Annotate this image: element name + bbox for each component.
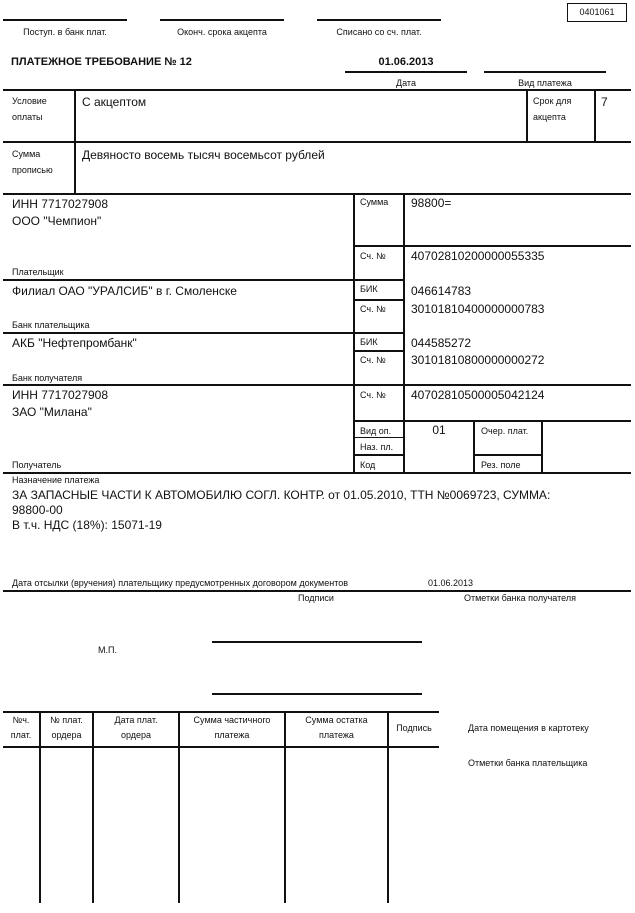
divider [3,332,405,334]
received-label: Поступ. в банк плат. [23,27,107,37]
divider [353,350,405,352]
payee-inn: ИНН 7717027908 [12,388,109,402]
payee-account-label: Сч. № [360,390,386,400]
signatures-label: Подписи [298,593,334,603]
documents-label: Дата отсылки (вручения) плательщику предусмотренных договором документов [12,578,349,588]
table-header-cell [94,714,178,741]
divider [541,420,543,472]
payee-bank-bik-value: 044585272 [411,336,472,350]
amount-words-value: Девяносто восемь тысяч восемьсот рублей [82,148,325,162]
purpose-code-label: Наз. пл. [360,442,394,452]
header-text: платежа [319,730,354,740]
divider [3,89,631,91]
divider [594,89,596,141]
payer-bank-bik-label: БИК [360,284,378,294]
payee-bank-label: Банк получателя [12,373,83,383]
purpose-line3: В т.ч. НДС (18%): 15071-19 [12,518,162,532]
payer-bank-account-value: 30101810400000000783 [411,302,545,316]
header-text: Сумма частичного [193,715,271,725]
terms-value: С акцептом [82,95,147,109]
header-text: платежа [214,730,250,740]
divider [3,193,631,195]
acceptance-term-value: 7 [601,95,608,109]
payee-bank-bik-label: БИК [360,337,378,347]
header-text: ордера [120,730,152,740]
terms-label-line2: оплаты [12,112,43,122]
divider [3,384,631,386]
terms-label [12,95,47,123]
form-code: 0401061 [567,3,627,22]
amount-words-label [12,148,53,176]
table-header-cell [180,714,284,741]
document-title: ПЛАТЕЖНОЕ ТРЕБОВАНИЕ № 12 [11,56,192,68]
debited-line [317,19,441,21]
purpose-line1: ЗА ЗАПАСНЫЕ ЧАСТИ К АВТОМОБИЛЮ СОГЛ. КОНТР. от 01.05.2010, ТТН №0069723, СУММА: [12,488,551,502]
payee-bank-name: АКБ "Нефтепромбанк" [12,336,137,350]
acceptance-end-line [160,19,284,21]
acceptance-end-label: Оконч. срока акцепта [177,27,267,37]
payer-inn: ИНН 7717027908 [12,197,109,211]
stamp-label: М.П. [98,645,117,655]
table-header-cell [41,714,92,741]
payer-account-label: Сч. № [360,251,386,261]
signature-line-1[interactable] [212,641,422,643]
signature-line-2[interactable] [212,693,422,695]
payee-label: Получатель [12,460,62,470]
divider [3,141,631,143]
divider [353,420,631,422]
sum-label: Сумма [360,197,389,207]
payee-bank-marks-label: Отметки банка получателя [464,593,576,603]
purpose-line2: 98800-00 [12,503,63,517]
priority-label: Очер. плат. [481,426,529,436]
table-header-cell [389,722,439,734]
divider [387,711,389,903]
divider [473,420,475,472]
header-text: ордера [51,730,82,740]
payer-bank-label: Банк плательщика [12,320,90,330]
documents-date: 01.06.2013 [428,578,474,588]
table-header-bottom-line [3,746,439,748]
debited-label: Списано со сч. плат. [336,27,422,37]
divider [353,245,631,247]
payee-bank-account-value: 30101810800000000272 [411,353,545,367]
acceptance-term-label [533,95,571,123]
payee-account-value: 40702810500005042124 [411,388,545,402]
acceptance-term-label-line1: Срок для [533,96,572,106]
op-type-label: Вид оп. [360,426,392,436]
payee-name: ЗАО "Милана" [12,405,92,419]
date-line [345,71,467,73]
amount-words-label-line2: прописью [12,165,53,175]
header-text: Дата плат. [114,715,158,725]
header-text: Подпись [396,723,432,733]
amount-words-label-line1: Сумма [12,149,41,159]
document-date: 01.06.2013 [378,56,434,68]
reserve-label: Рез. поле [481,460,521,470]
divider [526,89,528,141]
payer-account-value: 40702810200000055335 [411,249,545,263]
payer-label: Плательщик [12,267,64,277]
code-label: Код [360,460,376,470]
op-type-value: 01 [432,423,446,437]
received-line [3,19,127,21]
date-label: Дата [396,78,416,88]
payer-bank-marks-label: Отметки банка плательщика [468,758,588,768]
header-text: плат. [10,730,32,740]
payer-name: ООО "Чемпион" [12,214,102,228]
divider [3,279,405,281]
table-top-line [3,711,439,713]
file-date-label: Дата помещения в картотеку [468,723,589,733]
table-header-cell [286,714,387,741]
header-text: Сумма остатка [305,715,368,725]
purpose-label: Назначение платежа [12,475,100,485]
payment-type-label: Вид платежа [518,78,572,88]
payer-bank-account-label: Сч. № [360,304,386,314]
payee-bank-account-label: Сч. № [360,355,386,365]
acceptance-term-label-line2: акцепта [533,112,566,122]
divider [473,454,543,456]
payer-bank-name: Филиал ОАО "УРАЛСИБ" в г. Смоленске [12,284,237,298]
table-header-cell [3,714,39,741]
header-text: №ч. [12,715,30,725]
payer-bank-bik-value: 046614783 [411,284,472,298]
terms-label-line1: Условие [12,96,47,106]
payment-type-line [484,71,606,73]
divider [353,437,405,438]
sum-value: 98800= [411,196,452,210]
divider [353,454,405,456]
divider [353,299,405,301]
header-text: № плат. [50,715,83,725]
